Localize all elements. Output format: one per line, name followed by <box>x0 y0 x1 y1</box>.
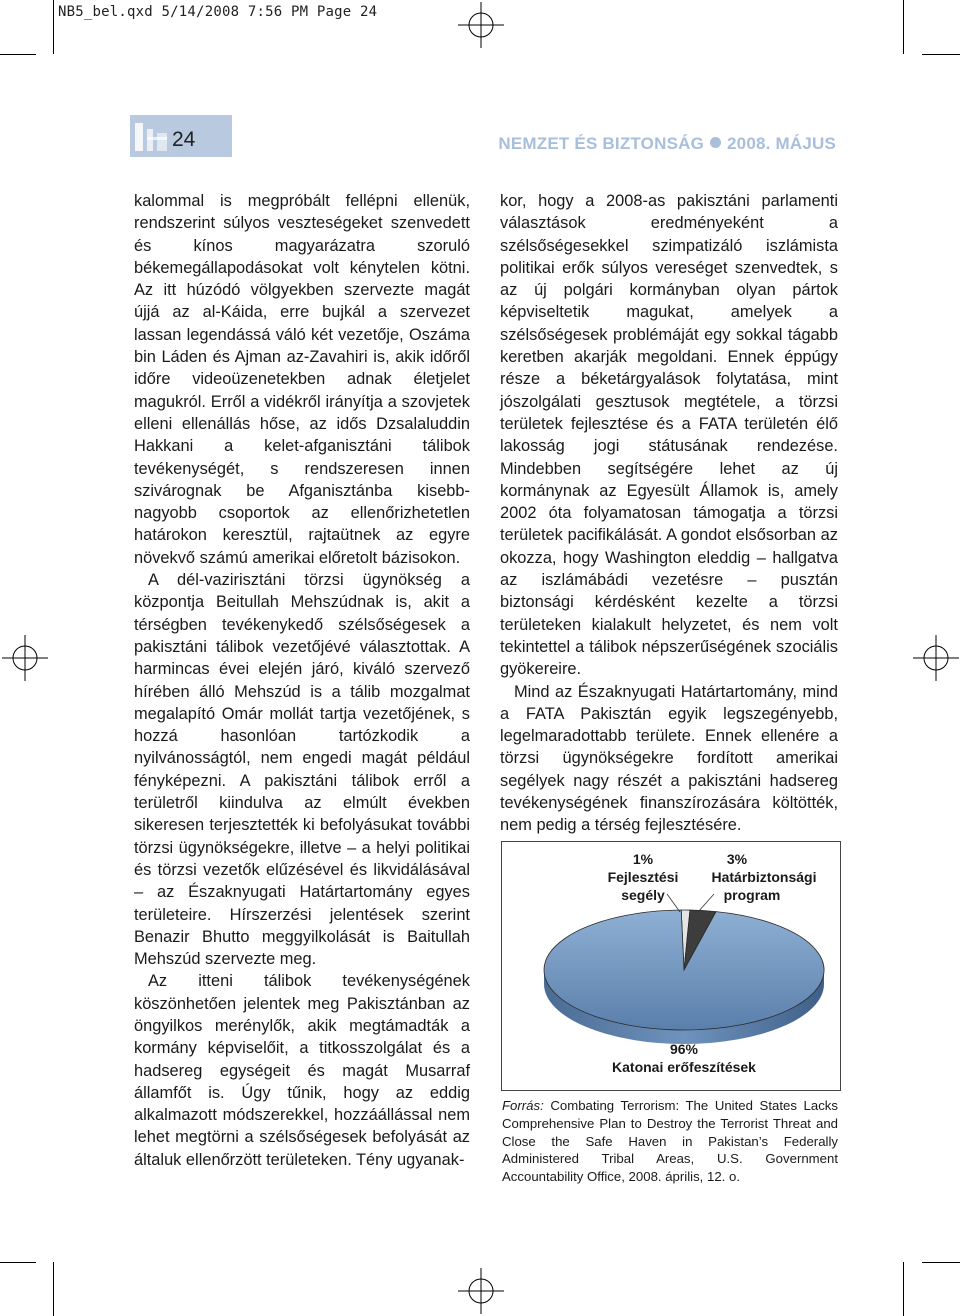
paragraph: Az itteni tálibok tevékenységének köszönhetően jelentek meg Pakisztánban az öngyilkos merénylők, akik megtámadták a kormány képviselőit, a titkosszolgálat és a hadsereg egységeit és magát Musarraf államfőt is. Úgy tűnik, hogy az eddig alkalmazott módszerekkel, hozzáállással nem lehet megtörni a szélsőségesek befolyását az általuk ellenőrzött területeken. Tény ugyanak- <box>134 972 470 1169</box>
crop-mark-top-right-h <box>922 54 960 55</box>
pie-label-katonai-name: Katonai erőfeszítések <box>612 1059 756 1075</box>
registration-mark-right <box>913 635 959 681</box>
paragraph: kor, hogy a 2008-as pakisztáni parlamenti választások eredményeként a szélsőségesekkel szimpatizáló iszlámista politikai erők súlyos vereséget szenvedtek, s az új polgári kormányban olyan pártok képviseltetik magukat, amelyek a szélsőségesek problémáját egy sokkal tágabb keretben akarják megoldani. Ennek éppúgy része a béketárgyalások folytatása, mint jószolgálati gesztusok megtétele, a törzsi területek fejlesztése és a FATA területén élő lakosság jogi státusának rendezése. Mindebben segítségére lehet az új kormánynak az Egyesült Államok is, amely 2002 óta folyamatosan támogatja a törzsi területek pacifikálását. A gondot elsősorban az okozza, hogy Washington eleddig – hallgatva az iszlámábádi vezetésre – pusztán biztonsági kérdésként kezelte a törzsi területeken kialakult helyzetet, és nem volt tekintettel a tálibok népszerűségének szociális gyökereire. <box>500 192 838 679</box>
pie-label-hatar-line2: program <box>723 887 781 903</box>
pie-chart-frame <box>501 841 841 1091</box>
paragraph: A dél-vazirisztáni törzsi ügynökség a központja Beitullah Mehszúdnak is, akit a térségben tevékenykedő szélsőségesek a pakisztáni tálibok vezetőjévé választottak. A harmincas évei elején járó, kiváló szervező hírében álló Mehszúd is a tálib mozgalmat megalapító Omár mollát tartja vezetőjének, s hozzá hasonlóan tartózkodik a nyilvánosságtól, nem engedi magát például fényképezni. A pakisztáni tálibok erről a területről kiindulva az elmúlt években sikeresen terjesztették ki befolyásukat további törzsi ügynökségekre, illetve – a helyi politikai és törzsi vezetők elűzésével és likvidálásával – az Északnyugati Határtartomány egyes területeire. Hírszerzési jelentések szerint Benazir Bhutto meggyilkolását is Baitullah Mehszúd szervezte meg. <box>134 571 470 969</box>
source-text: Combating Terrorism: The United States Lacks Comprehensive Plan to Destroy the Terrorist Threat and Close the Safe Haven in Pakistan’s Federally Administered Tribal Areas, U.S. Government Accountability Office, 2008. április, 12. o. <box>502 1098 838 1185</box>
bullet-dot-icon <box>710 137 721 148</box>
running-title <box>498 134 836 154</box>
paragraph: Mind az Északnyugati Határtartomány, mind a FATA Pakisztán egyik legszegényebb, legelmaradottabb területe. Ennek ellenére a törzsi ügynökségekre fordított amerikai segélyek nagy részét a pakisztáni hadsereg tevékenységének finanszírozására költötték, nem pedig a térség fejlesztésére. <box>500 682 838 835</box>
chart-source-caption <box>502 1097 838 1186</box>
left-text-column <box>134 190 470 1171</box>
crop-mark-bottom-left-h <box>0 1262 36 1263</box>
crop-mark-top-left-h <box>0 54 36 55</box>
pie-label-fejlesztesi-line1: Fejlesztési <box>607 869 679 885</box>
pie-label-hatar-pct: 3% <box>726 851 748 867</box>
pie-leader-hatar <box>698 894 714 912</box>
running-title-issue: 2008. MÁJUS <box>727 134 836 153</box>
pie-label-fejlesztesi-pct: 1% <box>632 851 654 867</box>
pie-label-katonai-pct: 96% <box>669 1041 699 1057</box>
pie-label-hatar-line1: Határbiztonsági <box>711 869 817 885</box>
registration-mark-bottom <box>458 1268 504 1314</box>
print-slug: NB5_bel.qxd 5/14/2008 7:56 PM Page 24 <box>58 4 378 20</box>
crop-mark-top-right-v <box>903 0 904 54</box>
pie-chart <box>502 842 840 1090</box>
pie-leader-fejlesztesi <box>667 894 680 912</box>
paragraph: kalommal is megpróbált fellépni ellenük, rendszerint súlyos veszteségeket szenvedett és kínos magyarázatra szoruló békemegállapodásokat volt kénytelen kötni. Az itt húzódó völgyekben szervezte magát újjá az al-Káida, erre bujkál a szervezet lassan legendássá váló két vezetője, Oszáma bin Láden és Ajman az-Zavahiri is, akik időről időre videoüzenetekben adnak életjelet magukról. Erről a vidékről irányítja a szovjetek elleni ellenállás hőse, az idős Dzsalaluddin Hakkani a kelet-afganisztáni tálibok tevékenységét, s rendszeresen innen szivárognak be Afganisztánba kisebb-nagyobb csoportok az ellenőrizhetetlen határokon keresztül, rajtaütnek az egyre növekvő számú amerikai előretolt bázisokon. <box>134 192 470 567</box>
crop-mark-bottom-right-h <box>922 1262 960 1263</box>
running-title-journal: NEMZET ÉS BIZTONSÁG <box>498 134 705 153</box>
crop-mark-bottom-left-v <box>53 1262 54 1316</box>
journal-logo-icon <box>133 121 173 153</box>
registration-mark-left <box>2 635 48 681</box>
pie-label-fejlesztesi-line2: segély <box>621 887 665 903</box>
crop-mark-top-left-v <box>53 0 54 54</box>
crop-mark-bottom-right-v <box>903 1262 904 1316</box>
source-prefix: Forrás: <box>502 1098 544 1113</box>
registration-mark-top <box>458 2 504 48</box>
right-text-column <box>500 190 838 837</box>
page-number: 24 <box>172 128 196 151</box>
